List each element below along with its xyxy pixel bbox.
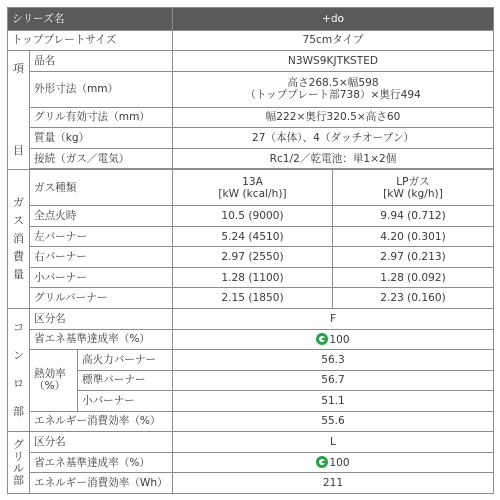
mass-row xyxy=(8,128,494,149)
efficiency-burner-label: 標準バーナー xyxy=(78,370,173,391)
grill-energy-label: エネルギー消費効率（Wh） xyxy=(30,473,173,494)
efficiency-value: 56.7 xyxy=(173,370,494,391)
gas-type-label: ガス種類 xyxy=(30,170,173,206)
gas-row-lp: 9.94 (0.712) xyxy=(333,206,494,227)
gas-row-lp: 2.23 (0.160) xyxy=(333,288,494,309)
model-row xyxy=(8,51,494,72)
grill-class-label: 区分名 xyxy=(30,432,173,453)
gas-row-label: グリルバーナー xyxy=(30,288,173,309)
efficiency-row xyxy=(8,370,494,391)
grill-saving-value-cell xyxy=(173,452,494,473)
gas-row-lp: 2.97 (0.213) xyxy=(333,247,494,268)
gas-row xyxy=(8,206,494,227)
gas-type-row xyxy=(8,170,494,206)
konro-saving-value-cell xyxy=(173,329,494,350)
top-plate-label: トッププレートサイズ xyxy=(8,30,173,51)
konro-energy-value: 55.6 xyxy=(173,411,494,432)
gas-row-lp: 4.20 (0.301) xyxy=(333,226,494,247)
gas-row-label: 右バーナー xyxy=(30,247,173,268)
efficiency-label: 熱効率 （%） xyxy=(30,350,78,412)
grill-class-value: L xyxy=(173,432,494,453)
grill-dim-label: グリル有効寸法（mm） xyxy=(30,107,173,128)
mass-value: 27（本体）、4（ダッチオーブン） xyxy=(173,128,494,149)
top-plate-value: 75cmタイプ xyxy=(173,30,494,51)
grill-saving-label: 省エネ基準達成率（%） xyxy=(30,452,173,473)
gas-row xyxy=(8,267,494,288)
series-value: +do xyxy=(173,8,494,31)
konro-saving-row xyxy=(8,329,494,350)
gas-row-13a: 2.97 (2550) xyxy=(173,247,333,268)
efficiency-burner-label: 小バーナー xyxy=(78,391,173,412)
konro-energy-row xyxy=(8,411,494,432)
konro-class-label: 区分名 xyxy=(30,308,173,329)
gas-row-13a: 5.24 (4510) xyxy=(173,226,333,247)
gas-row xyxy=(8,247,494,268)
efficiency-row xyxy=(8,350,494,371)
efficiency-row xyxy=(8,391,494,412)
grill-dim-row xyxy=(8,107,494,128)
konro-energy-label: エネルギー消費効率（%） xyxy=(30,411,173,432)
grill-energy-value: 211 xyxy=(173,473,494,494)
model-value: N3WS9KJTKSTED xyxy=(173,51,494,72)
gas-row-label: 小バーナー xyxy=(30,267,173,288)
model-label: 品名 xyxy=(30,51,173,72)
grill-class-row xyxy=(8,432,494,453)
outer-dim-row xyxy=(8,71,494,107)
series-label: シリーズ名 xyxy=(8,8,173,31)
outer-dim-label: 外形寸法（mm） xyxy=(30,71,173,107)
section-grill-header: グ リ ル 部 xyxy=(8,432,30,494)
gas-row xyxy=(8,226,494,247)
connection-label: 接続（ガス／電気） xyxy=(30,148,173,169)
grill-dim-value: 幅222×奥行320.5×高さ60 xyxy=(173,107,494,128)
series-row xyxy=(8,8,494,31)
gas-lp-header: LPガス [kW (kg/h)] xyxy=(333,170,494,206)
gas-row-13a: 2.15 (1850) xyxy=(173,288,333,309)
connection-row xyxy=(8,148,494,169)
top-plate-row xyxy=(8,30,494,51)
efficiency-value: 51.1 xyxy=(173,391,494,412)
gas-row-label: 全点火時 xyxy=(30,206,173,227)
section-items-header: 項 目 xyxy=(8,51,30,170)
gas-13a-header: 13A [kW (kcal/h)] xyxy=(173,170,333,206)
konro-class-value: F xyxy=(173,308,494,329)
efficiency-value: 56.3 xyxy=(173,350,494,371)
konro-saving-value: 100 xyxy=(329,333,350,346)
efficiency-burner-label: 高火力バーナー xyxy=(78,350,173,371)
section-konro-header: コ ン ロ 部 xyxy=(8,308,30,431)
gas-row-label: 左バーナー xyxy=(30,226,173,247)
gas-row-lp: 1.28 (0.092) xyxy=(333,267,494,288)
outer-dim-value: 高さ268.5×幅598 （トッププレート部738）×奥行494 xyxy=(173,71,494,107)
konro-class-row xyxy=(8,308,494,329)
section-gas-header: ガ ス 消 費 量 xyxy=(8,170,30,309)
eco-leaf-icon xyxy=(316,456,328,468)
connection-value: Rc1/2／乾電池：単1×2個 xyxy=(173,148,494,169)
grill-saving-row xyxy=(8,452,494,473)
grill-energy-row xyxy=(8,473,494,494)
konro-saving-label: 省エネ基準達成率（%） xyxy=(30,329,173,350)
eco-leaf-icon xyxy=(316,333,328,345)
mass-label: 質量（kg） xyxy=(30,128,173,149)
gas-row-13a: 1.28 (1100) xyxy=(173,267,333,288)
gas-row xyxy=(8,288,494,309)
grill-saving-value: 100 xyxy=(329,457,350,470)
gas-row-13a: 10.5 (9000) xyxy=(173,206,333,227)
spec-table xyxy=(7,7,494,494)
